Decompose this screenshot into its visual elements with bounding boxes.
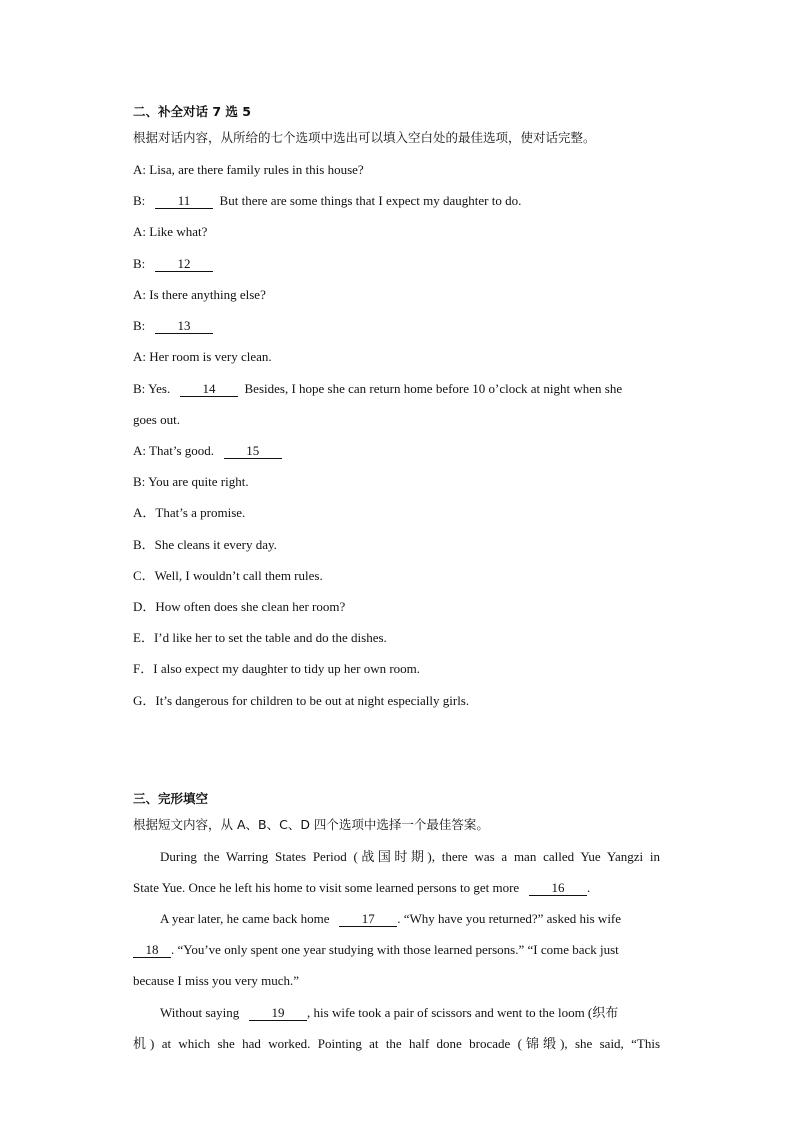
dialogue-line-2 — [133, 192, 660, 210]
speaker: A: — [133, 443, 146, 458]
answer-blank-11[interactable]: 11 — [155, 193, 213, 209]
answer-blank-18[interactable]: 18 — [133, 942, 171, 958]
passage-text: State Yue. Once he left his home to visit some learned persons to get more — [133, 880, 520, 895]
option-c — [133, 567, 660, 585]
option-text: Well, I wouldn’t call them rules. — [154, 568, 323, 583]
dialogue-line-3 — [133, 223, 660, 241]
passage-p2-line2 — [133, 941, 660, 959]
section3-heading: 三、完形填空 — [133, 791, 209, 806]
option-a — [133, 504, 660, 522]
option-text: How often does she clean her room? — [155, 599, 346, 614]
answer-blank-16[interactable]: 16 — [529, 880, 587, 896]
option-text: I’d like her to set the table and do the dishes. — [153, 630, 387, 645]
option-letter: F． — [133, 661, 154, 676]
speaker: B: — [133, 193, 146, 208]
dialogue-text: But there are some things that I expect my daughter to do. — [219, 193, 522, 208]
speaker: A: — [133, 162, 146, 177]
passage-text: A year later, he came back home — [160, 911, 330, 926]
passage-p1-line2 — [133, 879, 660, 897]
option-text: I also expect my daughter to tidy up her own room. — [153, 661, 421, 676]
speaker: B: — [133, 256, 146, 271]
answer-blank-14[interactable]: 14 — [180, 381, 238, 397]
dialogue-line-10 — [133, 473, 660, 491]
option-text: It’s dangerous for children to be out at night especially girls. — [155, 693, 470, 708]
speaker: A: — [133, 224, 146, 239]
option-letter: A． — [133, 505, 156, 520]
dialogue-text: Her room is very clean. — [149, 349, 272, 364]
dialogue-line-7 — [133, 348, 660, 366]
dialogue-text: Is there anything else? — [149, 287, 266, 302]
passage-text: . “You’ve only spent one year studying with those learned persons.” “I come back just — [171, 942, 619, 957]
option-letter: D． — [133, 599, 156, 614]
option-d — [133, 598, 660, 616]
section2-instruction: 根据对话内容，从所给的七个选项中选出可以填入空白处的最佳选项，使对话完整。 — [133, 130, 596, 145]
speaker: B: — [133, 381, 146, 396]
dialogue-line-8 — [133, 380, 660, 398]
option-f — [133, 660, 660, 678]
passage-text: . “Why have you returned?” asked his wife — [397, 911, 622, 926]
answer-blank-17[interactable]: 17 — [339, 911, 397, 927]
option-letter: E． — [133, 630, 154, 645]
dialogue-text: Lisa, are there family rules in this house? — [149, 162, 364, 177]
dialogue-line-8-continued: goes out. — [133, 412, 180, 427]
section2-heading: 二、补全对话 7 选 5 — [133, 104, 251, 119]
section3-instruction: 根据短文内容，从 A、B、C、D 四个选项中选择一个最佳答案。 — [133, 817, 489, 832]
speaker: B: — [133, 474, 146, 489]
dialogue-text: Besides, I hope she can return home before 10 o’clock at night when she — [244, 381, 623, 396]
passage-text: . — [586, 880, 591, 895]
dialogue-text: You are quite right. — [148, 474, 249, 489]
dialogue-line-5 — [133, 286, 660, 304]
dialogue-text: Like what? — [149, 224, 208, 239]
passage-p2-line3: because I miss you very much.” — [133, 973, 300, 988]
dialogue-line-6 — [133, 317, 660, 335]
passage-text: , his wife took a pair of scissors and went to the loom (织布 — [307, 1005, 619, 1020]
passage-text: Without saying — [160, 1005, 240, 1020]
passage-p3-line1 — [133, 1004, 660, 1022]
option-e — [133, 629, 660, 647]
dialogue-line-4 — [133, 255, 660, 273]
option-g — [133, 692, 660, 710]
speaker: A: — [133, 349, 146, 364]
dialogue-line-1 — [133, 161, 660, 179]
dialogue-text: Yes. — [148, 381, 171, 396]
option-letter: C． — [133, 568, 155, 583]
answer-blank-12[interactable]: 12 — [155, 256, 213, 272]
speaker: B: — [133, 318, 146, 333]
dialogue-text: That’s good. — [149, 443, 215, 458]
answer-blank-13[interactable]: 13 — [155, 318, 213, 334]
option-b — [133, 536, 660, 554]
answer-blank-19[interactable]: 19 — [249, 1005, 307, 1021]
passage-p2-line1 — [133, 910, 660, 928]
speaker: A: — [133, 287, 146, 302]
option-text: That’s a promise. — [155, 505, 246, 520]
option-text: She cleans it every day. — [154, 537, 277, 552]
passage-p1-line1: During the Warring States Period (战国时期), there was a man called Yue Yangzi in — [160, 849, 660, 864]
dialogue-line-9 — [133, 442, 660, 460]
option-letter: B． — [133, 537, 155, 552]
answer-blank-15[interactable]: 15 — [224, 443, 282, 459]
option-letter: G． — [133, 693, 156, 708]
passage-p3-line2: 机) at which she had worked. Pointing at the half done brocade (锦缎), she said, “This — [133, 1036, 660, 1051]
